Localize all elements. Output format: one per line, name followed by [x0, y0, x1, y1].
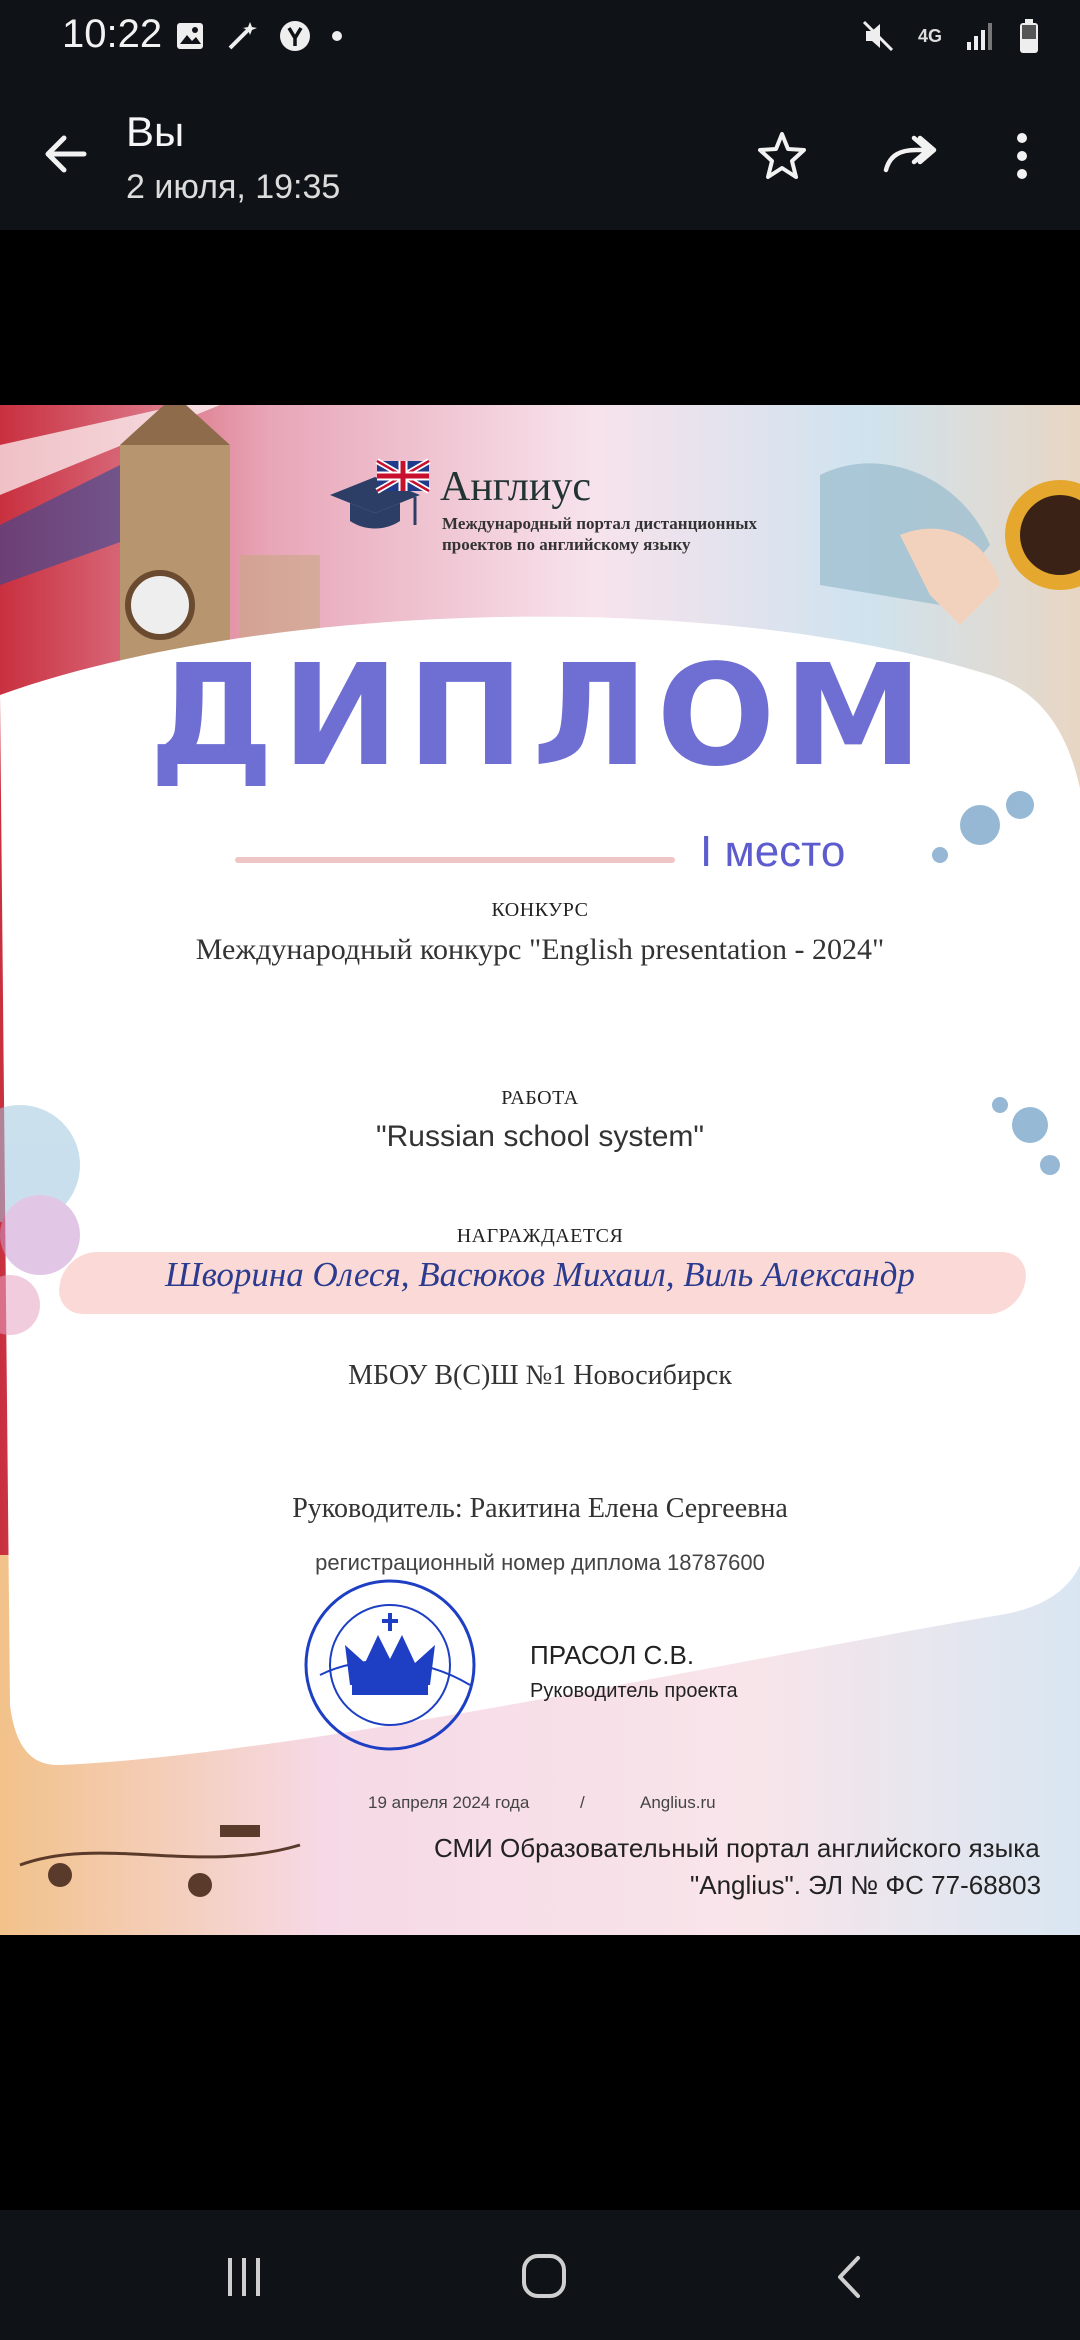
contest-name: Международный конкурс "English presentation - 2024" [195, 933, 885, 966]
network-type: 4G [917, 26, 942, 46]
magic-wand-icon [224, 18, 260, 54]
awardee-names: Шворина Олеся, Васюков Михаил, Виль Александр [165, 1255, 915, 1294]
yandex-icon [278, 19, 312, 53]
signer-name: ПРАСОЛ С.В. [530, 1640, 695, 1670]
site-url: Anglius.ru [640, 1793, 716, 1812]
media-registration-line-2: "Anglius". ЭЛ № ФС 77-68803 [690, 1870, 1042, 1900]
footer-separator: / [580, 1793, 585, 1812]
work-title: "Russian school system" [375, 1120, 705, 1153]
more-options-icon[interactable] [992, 124, 1052, 188]
title-underline [235, 857, 675, 863]
back-arrow-icon[interactable] [36, 124, 96, 184]
media-registration-line-1: СМИ Образовательный портал английского языка [434, 1833, 1040, 1863]
brand-subtitle [442, 513, 757, 555]
status-left-icons [174, 18, 344, 54]
registration-number: регистрационный номер диплома 18787600 [315, 1550, 765, 1575]
status-right-icons [860, 18, 1040, 54]
battery-icon [1018, 18, 1040, 54]
system-navigation-bar [0, 2210, 1080, 2340]
brand-subtitle-line-2: проектов по английскому языку [442, 535, 691, 554]
seal-stamp-icon [300, 1575, 480, 1755]
signal-icon [964, 20, 996, 52]
status-bar [0, 0, 1080, 80]
sender-title: Вы [126, 108, 185, 155]
top-app-bar [0, 80, 1080, 230]
brand-subtitle-line-1: Международный портал дистанционных [442, 514, 758, 533]
message-date: 2 июля, 19:35 [126, 168, 341, 206]
school-name: МБОУ В(С)Ш №1 Новосибирск [348, 1360, 732, 1391]
awarded-label: НАГРАЖДАЕТСЯ [456, 1225, 624, 1247]
diploma-image [0, 405, 1080, 1935]
contest-label: КОНКУРС [491, 899, 589, 921]
work-label: РАБОТА [501, 1087, 579, 1109]
mute-icon [860, 18, 896, 54]
dot-icon [330, 29, 344, 43]
home-icon[interactable] [514, 2252, 574, 2302]
brand-name: Англиус [440, 464, 591, 510]
forward-icon[interactable] [876, 124, 940, 188]
status-time: 10:22 [62, 12, 163, 56]
anglius-logo-icon [325, 455, 435, 555]
star-icon[interactable] [750, 124, 814, 188]
supervisor: Руководитель: Ракитина Елена Сергеевна [292, 1493, 788, 1524]
image-viewer[interactable] [0, 230, 1080, 2210]
place-label: I место [700, 827, 846, 876]
gallery-icon [174, 20, 206, 52]
diploma-title: ДИПЛОМ [149, 635, 931, 798]
diploma-date: 19 апреля 2024 года [368, 1793, 530, 1812]
recent-apps-icon[interactable] [214, 2252, 274, 2302]
nav-back-icon[interactable] [820, 2252, 880, 2302]
signer-role: Руководитель проекта [530, 1680, 738, 1702]
